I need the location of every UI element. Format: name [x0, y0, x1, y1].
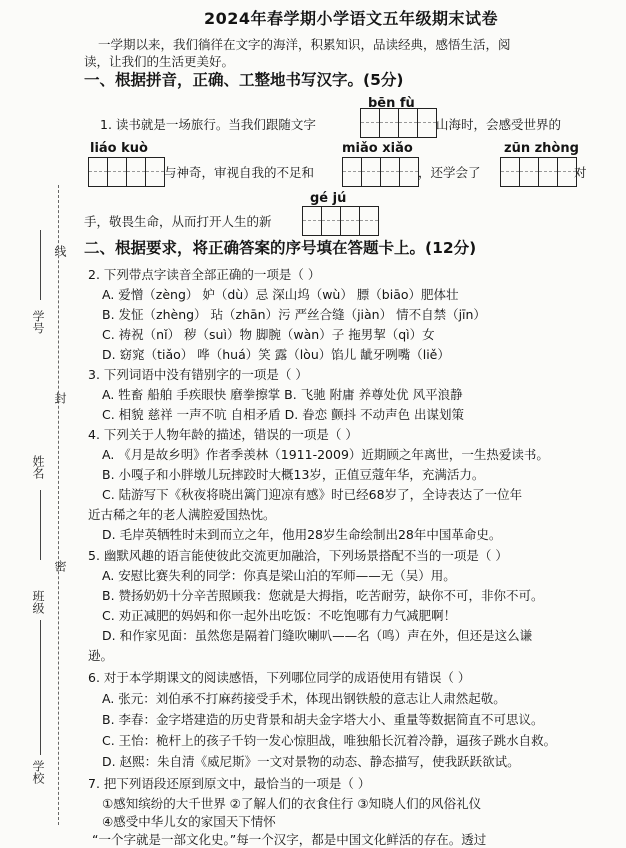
pinyin-liaokuo: liáo kuò [90, 141, 148, 156]
answer-grid-liaokuo[interactable] [88, 157, 164, 187]
s2-line: “一个字就是一部文化史。”每一个汉字，都是中国文化鲜活的存在。透过 [92, 832, 487, 847]
intro-line-2: 读，让我们的生活更美好。 [84, 54, 235, 69]
pinyin-zunzhong: zūn zhòng [504, 141, 579, 156]
s2-line: A. 爱憎（zèng） 妒（dù）忌 深山坞（wù） 膘（biāo）肥体壮 [102, 287, 459, 302]
s2-line: 3. 下列词语中没有错别字的一项是（ ） [88, 367, 308, 382]
s2-line: D. 窈窕（tiǎo） 哗（huá）笑 露（lòu）馅儿 龇牙咧嘴（liě） [102, 347, 450, 362]
s2-line: C. 相貌 慈祥 一声不吭 自相矛盾 D. 眷恋 颤抖 不动声色 出谋划策 [102, 407, 465, 422]
q1-line-2b: ，还学会了 [418, 165, 481, 180]
margin-label-xian: 线 [53, 245, 67, 257]
s2-line: 5. 幽默风趣的语言能使彼此交流更加融洽，下列场景搭配不当的一项是（ ） [88, 548, 508, 563]
intro-line-1: 一学期以来，我们徜徉在文字的海洋，积累知识，品读经典，感悟生活，阅 [98, 37, 511, 52]
s2-line: 逊。 [88, 648, 114, 663]
s2-line: ①感知缤纷的大千世界 ②了解人们的衣食住行 ③知晓人们的风俗礼仪 [102, 796, 482, 811]
s2-line: C. 王怡：桅杆上的孩子千钧一发心惊胆战，唯独船长沉着冷静，逼孩子跳水自救。 [102, 733, 557, 748]
s2-line: C. 劝正减肥的妈妈和你一起外出吃饭：不吃饱哪有力气减肥啊！ [102, 608, 457, 623]
s2-line: 4. 下列关于人物年龄的描述，错误的一项是（ ） [88, 427, 358, 442]
s2-line: 6. 对于本学期课文的阅读感悟，下列哪位同学的成语使用有错误（ ） [88, 670, 471, 685]
margin-label-student-id: 学号 [31, 310, 45, 334]
q1-line-2c: 对 [574, 165, 587, 180]
s2-line: C. 陆游写下《秋夜将晓出篱门迎凉有感》时已经68岁了，全诗表达了一位年 [102, 487, 523, 502]
answer-grid-geju[interactable] [302, 206, 378, 236]
margin-label-feng: 封 [53, 392, 67, 404]
s2-line: C. 祷祝（nǐ） 秽（suì）物 脚腕（wàn）子 拖男挈（qì）女 [102, 327, 435, 342]
answer-grid-benfu[interactable] [360, 108, 436, 138]
pinyin-miaoxiao: miǎo xiǎo [342, 141, 413, 156]
q1-line-1b: 山海时，会感受世界的 [436, 117, 562, 132]
s2-line: 2. 下列带点字读音全部正确的一项是（ ） [88, 267, 321, 282]
s2-line: 7. 把下列语段还原到原文中，最恰当的一项是（ ） [88, 776, 371, 791]
s2-line: 近古稀之年的老人满腔爱国热忱。 [88, 507, 276, 522]
class-underline [40, 620, 41, 700]
margin-label-mi: 密 [53, 560, 67, 572]
s2-line: B. 小嘎子和小胖墩儿玩摔跤时大概13岁，正值豆蔻年华，充满活力。 [102, 467, 485, 482]
s2-line: D. 赵熙：朱自清《威尼斯》一文对景物的动态、静态描写，使我跃跃欲试。 [102, 754, 520, 769]
s2-line: D. 毛岸英牺牲时未到而立之年，他用28岁生命绘制出28年中国革命史。 [102, 527, 502, 542]
school-underline [40, 700, 41, 755]
name-underline [40, 490, 41, 560]
s2-line: A. 牲畜 船舶 手疾眼快 磨拳擦掌 B. 飞驰 附庸 养尊处优 风平浪静 [102, 387, 463, 402]
s2-line: D. 和作家见面：虽然您是隔着门缝吹喇叭——名（鸣）声在外，但还是这么谦 [102, 628, 533, 643]
student-id-underline [40, 230, 41, 300]
answer-grid-miaoxiao[interactable] [342, 157, 418, 187]
exam-title: 2024年春学期小学语文五年级期末试卷 [203, 9, 499, 28]
s2-line: A. 安慰比赛失利的同学：你真是梁山泊的军师——无（吴）用。 [102, 568, 456, 583]
s2-line: ④感受中华儿女的家国天下情怀 [102, 814, 276, 829]
margin-label-name: 姓名 [31, 455, 45, 479]
s2-line: A. 《月是故乡明》作者季羡林（1911-2009）近期顾之年离世，一生热爱读书。 [102, 447, 549, 462]
s2-line: B. 赞扬奶奶十分辛苦照顾我：您就是大拇指，吃苦耐劳，缺你不可，非你不可。 [102, 588, 544, 603]
margin-label-class: 班级 [31, 590, 45, 614]
section-2-heading: 二、根据要求，将正确答案的序号填在答题卡上。(12分) [84, 239, 477, 257]
answer-grid-zunzhong[interactable] [500, 157, 576, 187]
q1-line-1a: 1. 读书就是一场旅行。当我们跟随文字 [100, 117, 316, 132]
binding-margin [0, 0, 82, 836]
q1-line-2a: 与神奇，审视自我的不足和 [164, 165, 315, 180]
s2-line: B. 发怔（zhèng） 玷（zhān）污 严丝合缝（jiàn） 情不自禁（jīn） [102, 307, 486, 322]
s2-line: A. 张元：刘伯承不打麻药接受手术，体现出钢铁般的意志让人肃然起敬。 [102, 691, 506, 706]
margin-label-school: 学校 [31, 760, 45, 784]
q1-line-3a: 手，敬畏生命，从而打开人生的新 [84, 214, 272, 229]
section-1-heading: 一、根据拼音，正确、工整地书写汉字。(5分) [84, 71, 404, 89]
pinyin-benfu: bēn fù [368, 96, 415, 111]
pinyin-geju: gé jú [310, 191, 347, 206]
s2-line: B. 李春：金字塔建造的历史背景和胡夫金字塔大小、重量等数据简直不可思议。 [102, 712, 544, 727]
seal-line [58, 185, 59, 825]
